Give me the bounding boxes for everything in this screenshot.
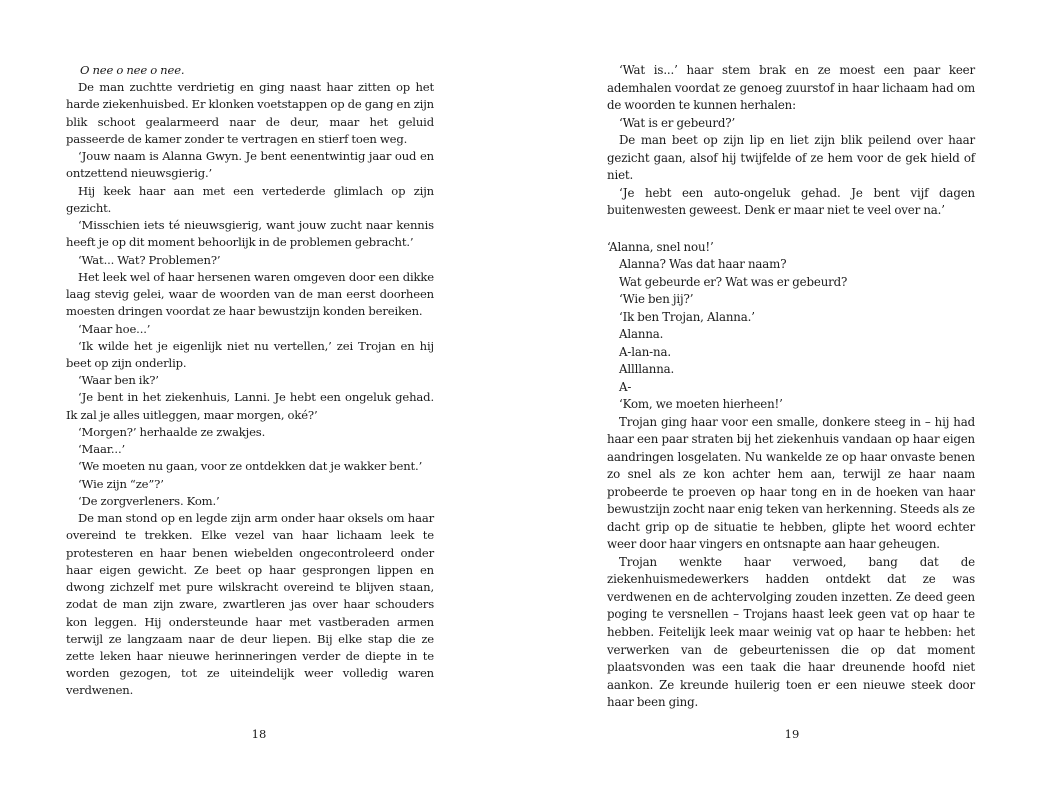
paragraph: ‘Morgen?’ herhaalde ze zwakjes. xyxy=(78,424,266,439)
paragraph: De man stond op en legde zijn arm onder haar oksels om haar overeind te trekken. Elke vezel van haar lichaam leek te protesteren en haar benen wiebelden ongecontroleerd onder haar eigen gewicht. Ze beet op haar gesprongen lippen en dwong zichzelf met pure wilskracht overeind te blijven staan, zodat de man zijn zware, zwartleren jas over haar schouders kon leggen. Hij ondersteunde haar met vastberaden armen terwijl ze langzaam naar de deur liepen. Bij elke stap die ze zette leken haar nieuwe herinneringen verder de diepte in te worden gezogen, tot ze uiteindelijk weer volledig waren verdwenen. xyxy=(66,511,434,698)
paragraph: ‘Wat is...’ haar stem brak en ze moest een paar keer ademhalen voordat ze genoeg zuurstof in haar lichaam had om de woorden te kunnen herhalen: xyxy=(607,63,975,113)
paragraph: ‘Jouw naam is Alanna Gwyn. Je bent eenentwintig jaar oud en ontzettend nieuwsgierig.’ xyxy=(66,149,434,181)
paragraph: Trojan wenkte haar verwoed, bang dat de ziekenhuismedewerkers hadden ontdekt dat ze was verdwenen en de achtervolging zouden inzetten. Ze deed geen poging te versnellen – Trojans haast leek geen vat op haar te hebben. Feitelijk leek maar weinig vat op haar te hebben: het verwerken van de gebeurtenissen die op dat moment plaatsvonden was een taak die haar dreunende hoofd niet aankon. Ze kreunde huilerig toen er een nieuwe steek door haar been ging. xyxy=(607,554,975,710)
paragraph: ‘Maar...’ xyxy=(78,442,126,457)
paragraph: ‘Je bent in het ziekenhuis, Lanni. Je hebt een ongeluk gehad. Ik zal je alles uitleggen, maar morgen, oké?’ xyxy=(66,390,434,422)
paragraph: ‘Waar ben ik?’ xyxy=(78,373,159,388)
paragraph: Wat gebeurde er? Wat was er gebeurd? xyxy=(619,274,848,289)
paragraph: ‘Wat... Wat? Problemen?’ xyxy=(78,252,221,267)
paragraph: De man zuchtte verdrietig en ging naast haar zitten op het harde ziekenhuisbed. Er klonken voetstappen op de gang en zijn blik schoot gealarmeerd naar de deur, maar het geluid passeerde de kamer zonder te vertragen en stierf toen weg. xyxy=(66,80,434,146)
paragraph: O nee o nee o nee. xyxy=(80,63,185,77)
paragraph: Allllanna. xyxy=(619,362,675,377)
paragraph: ‘Wie ben jij?’ xyxy=(619,292,694,307)
paragraph: ‘We moeten nu gaan, voor ze ontdekken dat je wakker bent.’ xyxy=(78,459,423,474)
right-page-text xyxy=(607,62,975,712)
paragraph: A- xyxy=(619,379,632,394)
page-number: 19 xyxy=(784,727,800,741)
paragraph: A-lan-na. xyxy=(619,344,671,359)
paragraph: ‘Alanna, snel nou!’ xyxy=(607,239,714,254)
paragraph: Alanna. xyxy=(619,327,664,342)
paragraph: De man beet op zijn lip en liet zijn blik peilend over haar gezicht gaan, alsof hij twijfelde of ze hem voor de gek hield of niet. xyxy=(607,133,975,183)
paragraph: ‘Ik wilde het je eigenlijk niet nu vertellen,’ zei Trojan en hij beet op zijn onderlip. xyxy=(66,338,434,370)
paragraph: ‘Maar hoe...’ xyxy=(78,321,151,336)
section-break xyxy=(607,220,975,239)
paragraph: Het leek wel of haar hersenen waren omgeven door een dikke laag stevig gelei, waar de woorden van de man eerst doorheen moesten dringen voordat ze haar bewustzijn konden bereiken. xyxy=(66,269,434,319)
paragraph: ‘Ik ben Trojan, Alanna.’ xyxy=(619,309,755,324)
paragraph: Alanna? Was dat haar naam? xyxy=(619,257,787,272)
paragraph: Trojan ging haar voor een smalle, donkere steeg in – hij had haar een paar straten bij het ziekenhuis vandaan op haar eigen aandringen losgelaten. Nu wankelde ze op haar onvaste benen zo snel als ze kon achter hem aan, terwijl ze haar naam probeerde te proeven op haar tong en in de hoeken van haar bewustzijn zocht naar enig teken van herkenning. Steeds als ze dacht grip op de situatie te hebben, glipte het woord echter weer door haar vingers en ontsnapte aan haar geheugen. xyxy=(607,414,975,552)
paragraph: ‘Wat is er gebeurd?’ xyxy=(619,115,736,130)
paragraph: ‘De zorgverleners. Kom.’ xyxy=(78,493,220,508)
right-page xyxy=(519,0,1038,798)
paragraph: ‘Wie zijn “ze”?’ xyxy=(78,476,164,491)
paragraph: Hij keek haar aan met een vertederde glimlach op zijn gezicht. xyxy=(66,183,434,215)
left-page-text xyxy=(66,62,434,700)
paragraph: ‘Je hebt een auto-ongeluk gehad. Je bent vijf dagen buitenwesten geweest. Denk er maar niet te veel over na.’ xyxy=(607,185,975,218)
paragraph: ‘Kom, we moeten hierheen!’ xyxy=(619,397,783,412)
page-number: 18 xyxy=(251,727,267,741)
paragraph: ‘Misschien iets té nieuwsgierig, want jouw zucht naar kennis heeft je op dit moment behoorlijk in de problemen gebracht.’ xyxy=(66,218,434,250)
